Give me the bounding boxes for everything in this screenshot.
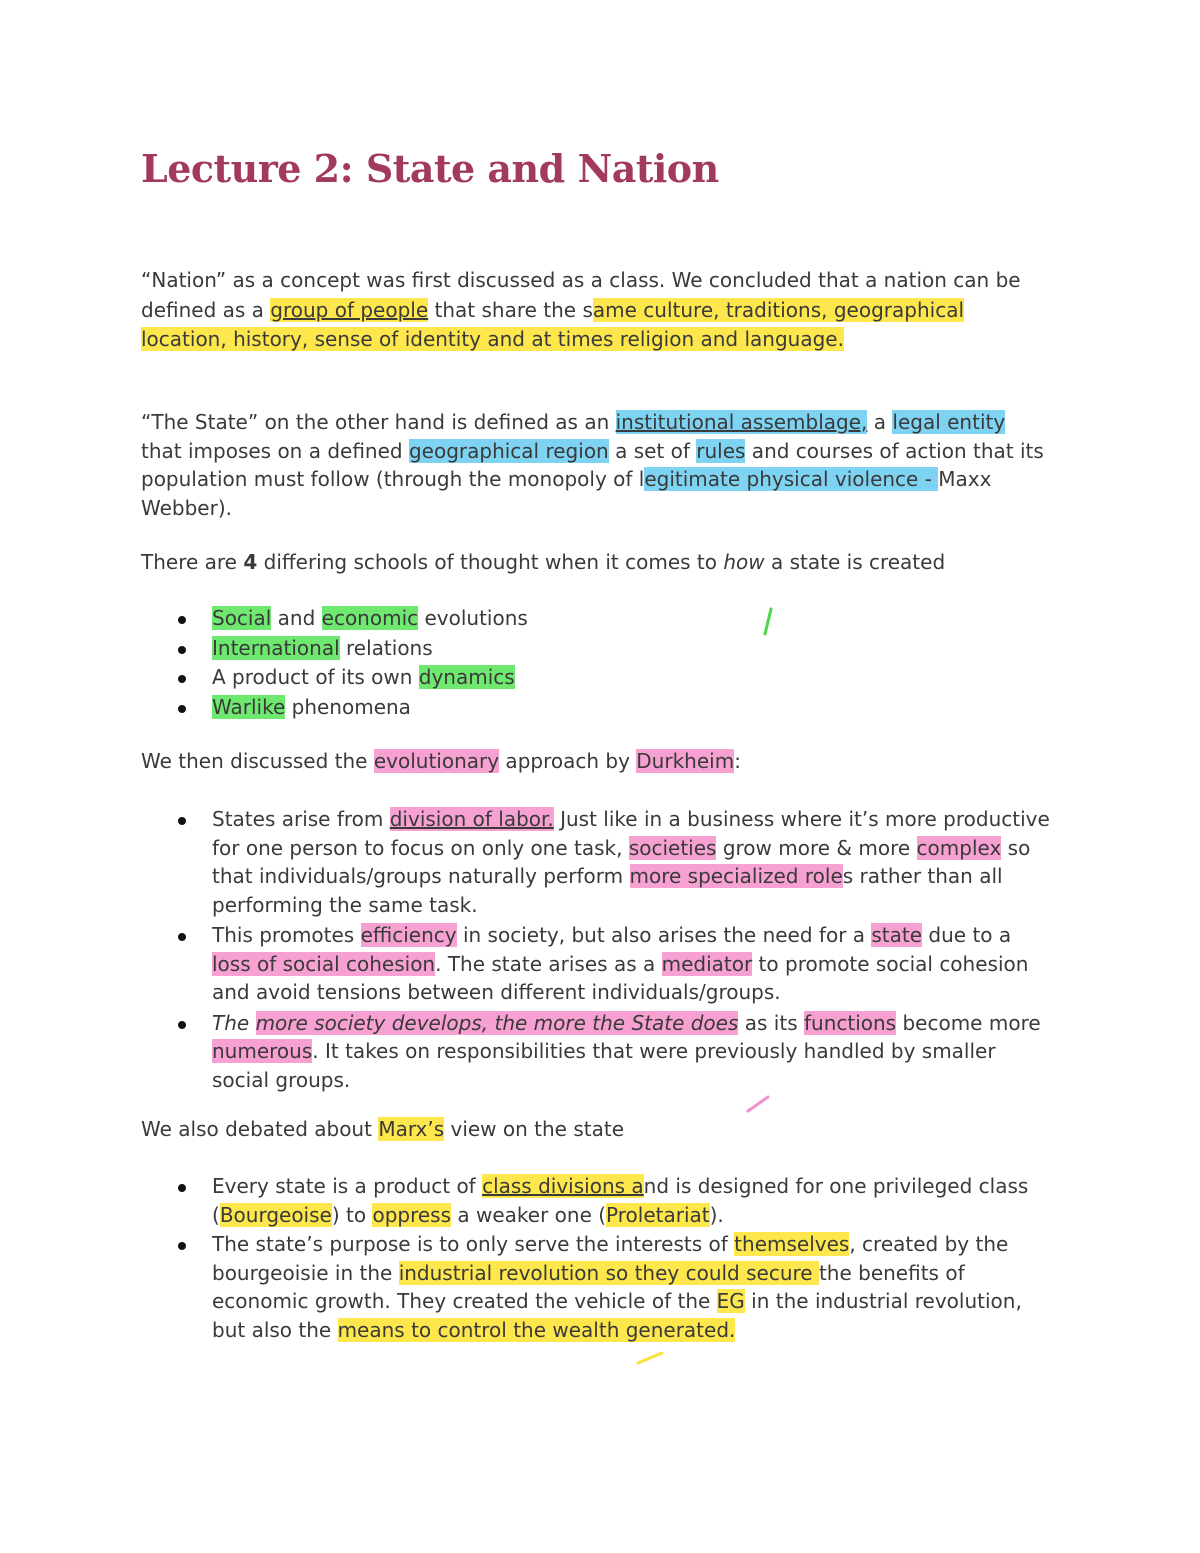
text-run: Maxx Webber). [141,467,992,520]
highlight-blue: egitimate physical violence - [644,467,939,491]
text-run: There are [141,550,244,574]
text-run: view on the state [444,1117,625,1141]
list-item [141,921,1051,1007]
green-pen-stroke [760,606,776,638]
highlight-pink: societies [628,835,717,860]
bullet-icon [178,646,186,654]
bullet-icon [178,675,186,683]
durkheim-intro [141,747,1051,776]
text-run: We also debated about [141,1117,379,1141]
pink-pen-stroke [744,1093,772,1115]
text-run: : [734,749,741,773]
text-run: “The State” on the other hand is defined as an [141,410,616,434]
highlight-green: Warlike [212,694,286,719]
text-run: that imposes on a defined [141,438,409,463]
bullet-icon [178,817,186,825]
text-run: The state’s purpose is to only serve the interests of [212,1232,735,1256]
text-run: a [867,410,893,434]
emphasis-how: how [723,550,765,574]
text-run: , created by the bourgeoisie in the [212,1232,1009,1285]
highlight-pink: Durkheim [636,749,735,773]
text-run: a set of [608,438,697,463]
text-run: ). [709,1202,724,1227]
text-run: This promotes [212,923,361,947]
text-run: become more [896,1010,1041,1035]
highlight-yellow: ame culture, traditions, geographical location, history, sense of identity and at times religion and language. [141,297,965,351]
text-run: Just like in a business where it’s more productive for one person to focus on only one task, [212,807,1050,860]
text-run: ) to [331,1202,373,1227]
text-run: that share the s [428,297,593,322]
highlight-pink: evolutionary [373,749,500,773]
text-run: . It takes on responsibilities that were previously handled by smaller social groups. [212,1039,996,1092]
highlight-pink: numerous [212,1039,313,1063]
text-run: a state is created [764,550,946,574]
durkheim-list [141,805,1051,1094]
text-run: a weaker one ( [451,1202,607,1227]
bullet-icon [178,1242,186,1250]
highlight-blue: institutional assemblage, [615,410,868,434]
list-item [141,693,1051,722]
text-run: A product of its own [212,665,419,689]
marx-intro [141,1115,1051,1144]
text-run: approach by [499,749,637,773]
highlight-yellow: means to control the wealth generated. [337,1317,736,1342]
text-run: as its [738,1010,804,1035]
text-run: to promote social cohesion and avoid tensions between different individuals/groups. [212,951,1029,1004]
highlight-green: economic [321,606,419,630]
highlight-pink: complex [916,835,1002,860]
list-item [141,604,1051,633]
highlight-green: dynamics [418,665,515,689]
highlight-yellow: class divisions a [482,1174,644,1198]
list-item [141,1009,1051,1095]
highlight-yellow: Marx’s [378,1117,445,1141]
text-run: the benefits of economic growth. They created the vehicle of the [212,1260,965,1313]
text-run: in society, but also arises the need for a [456,923,872,947]
highlight-yellow: group of people [270,297,429,322]
highlight-blue: rules [696,438,746,463]
text-run: and courses of action that its population must follow (through the monopoly of l [141,438,1044,491]
text-run: “Nation” as a concept was first discussed as a class. We concluded that a nation can be defined as a [141,268,1021,322]
highlight-pink: division of labor. [389,807,554,831]
text-run: We then discussed the [141,749,374,773]
highlight-blue: geographical region [408,438,609,463]
text-run: The [212,1010,256,1035]
highlight-pink: state [871,923,923,947]
bullet-icon [178,616,186,624]
highlight-pink: more society develops, the more the State does [255,1010,739,1035]
highlight-pink: functions [803,1010,897,1035]
yellow-pen-stroke [634,1349,666,1367]
marx-list [141,1172,1051,1344]
list-item [141,634,1051,663]
highlight-green: International [212,635,340,660]
highlight-blue: legal entity [892,410,1006,434]
highlight-yellow: Bourgeoise [219,1202,332,1227]
text-run: in the industrial revolution, but also the [212,1289,1022,1342]
highlight-yellow: themselves [734,1232,850,1256]
bullet-icon [178,1021,186,1029]
text-run: differing schools of thought when it comes to [257,550,724,574]
text-run: grow more & more [716,835,917,860]
school-count: 4 [243,550,258,574]
text-run: due to a [922,923,1012,947]
highlight-yellow: industrial revolution so they could secure [398,1260,819,1285]
bullet-icon [178,933,186,941]
text-run: s rather than all performing the same task. [212,864,1003,917]
highlight-green: Social [212,606,272,630]
highlight-pink: loss of social cohesion [212,951,436,976]
list-item [141,1230,1051,1344]
list-item [141,663,1051,692]
schools-list [141,604,1051,722]
text-run: nd is designed for one privileged class ( [212,1174,1029,1227]
highlight-yellow: EG [716,1289,745,1313]
bullet-icon [178,705,186,713]
text-run: relations [339,635,433,660]
page-title: Lecture 2: State and Nation [141,146,719,191]
text-run: and [271,606,322,630]
highlight-yellow: Proletariat [606,1202,710,1227]
text-run: States arise from [212,807,390,831]
highlight-pink: efficiency [360,923,457,947]
highlight-yellow: oppress [372,1202,452,1227]
schools-intro [141,548,1051,577]
text-run: . The state arises as a [435,951,662,976]
text-run: evolutions [418,606,528,630]
state-paragraph [141,408,1051,522]
text-run: Every state is a product of [212,1174,483,1198]
highlight-pink: more specialized role [629,864,843,888]
highlight-pink: mediator [661,951,753,976]
text-run: so that individuals/groups naturally perform [212,835,1031,888]
list-item [141,805,1051,919]
list-item [141,1172,1051,1229]
nation-paragraph [141,266,1051,355]
text-run: phenomena [285,694,411,719]
bullet-icon [178,1184,186,1192]
